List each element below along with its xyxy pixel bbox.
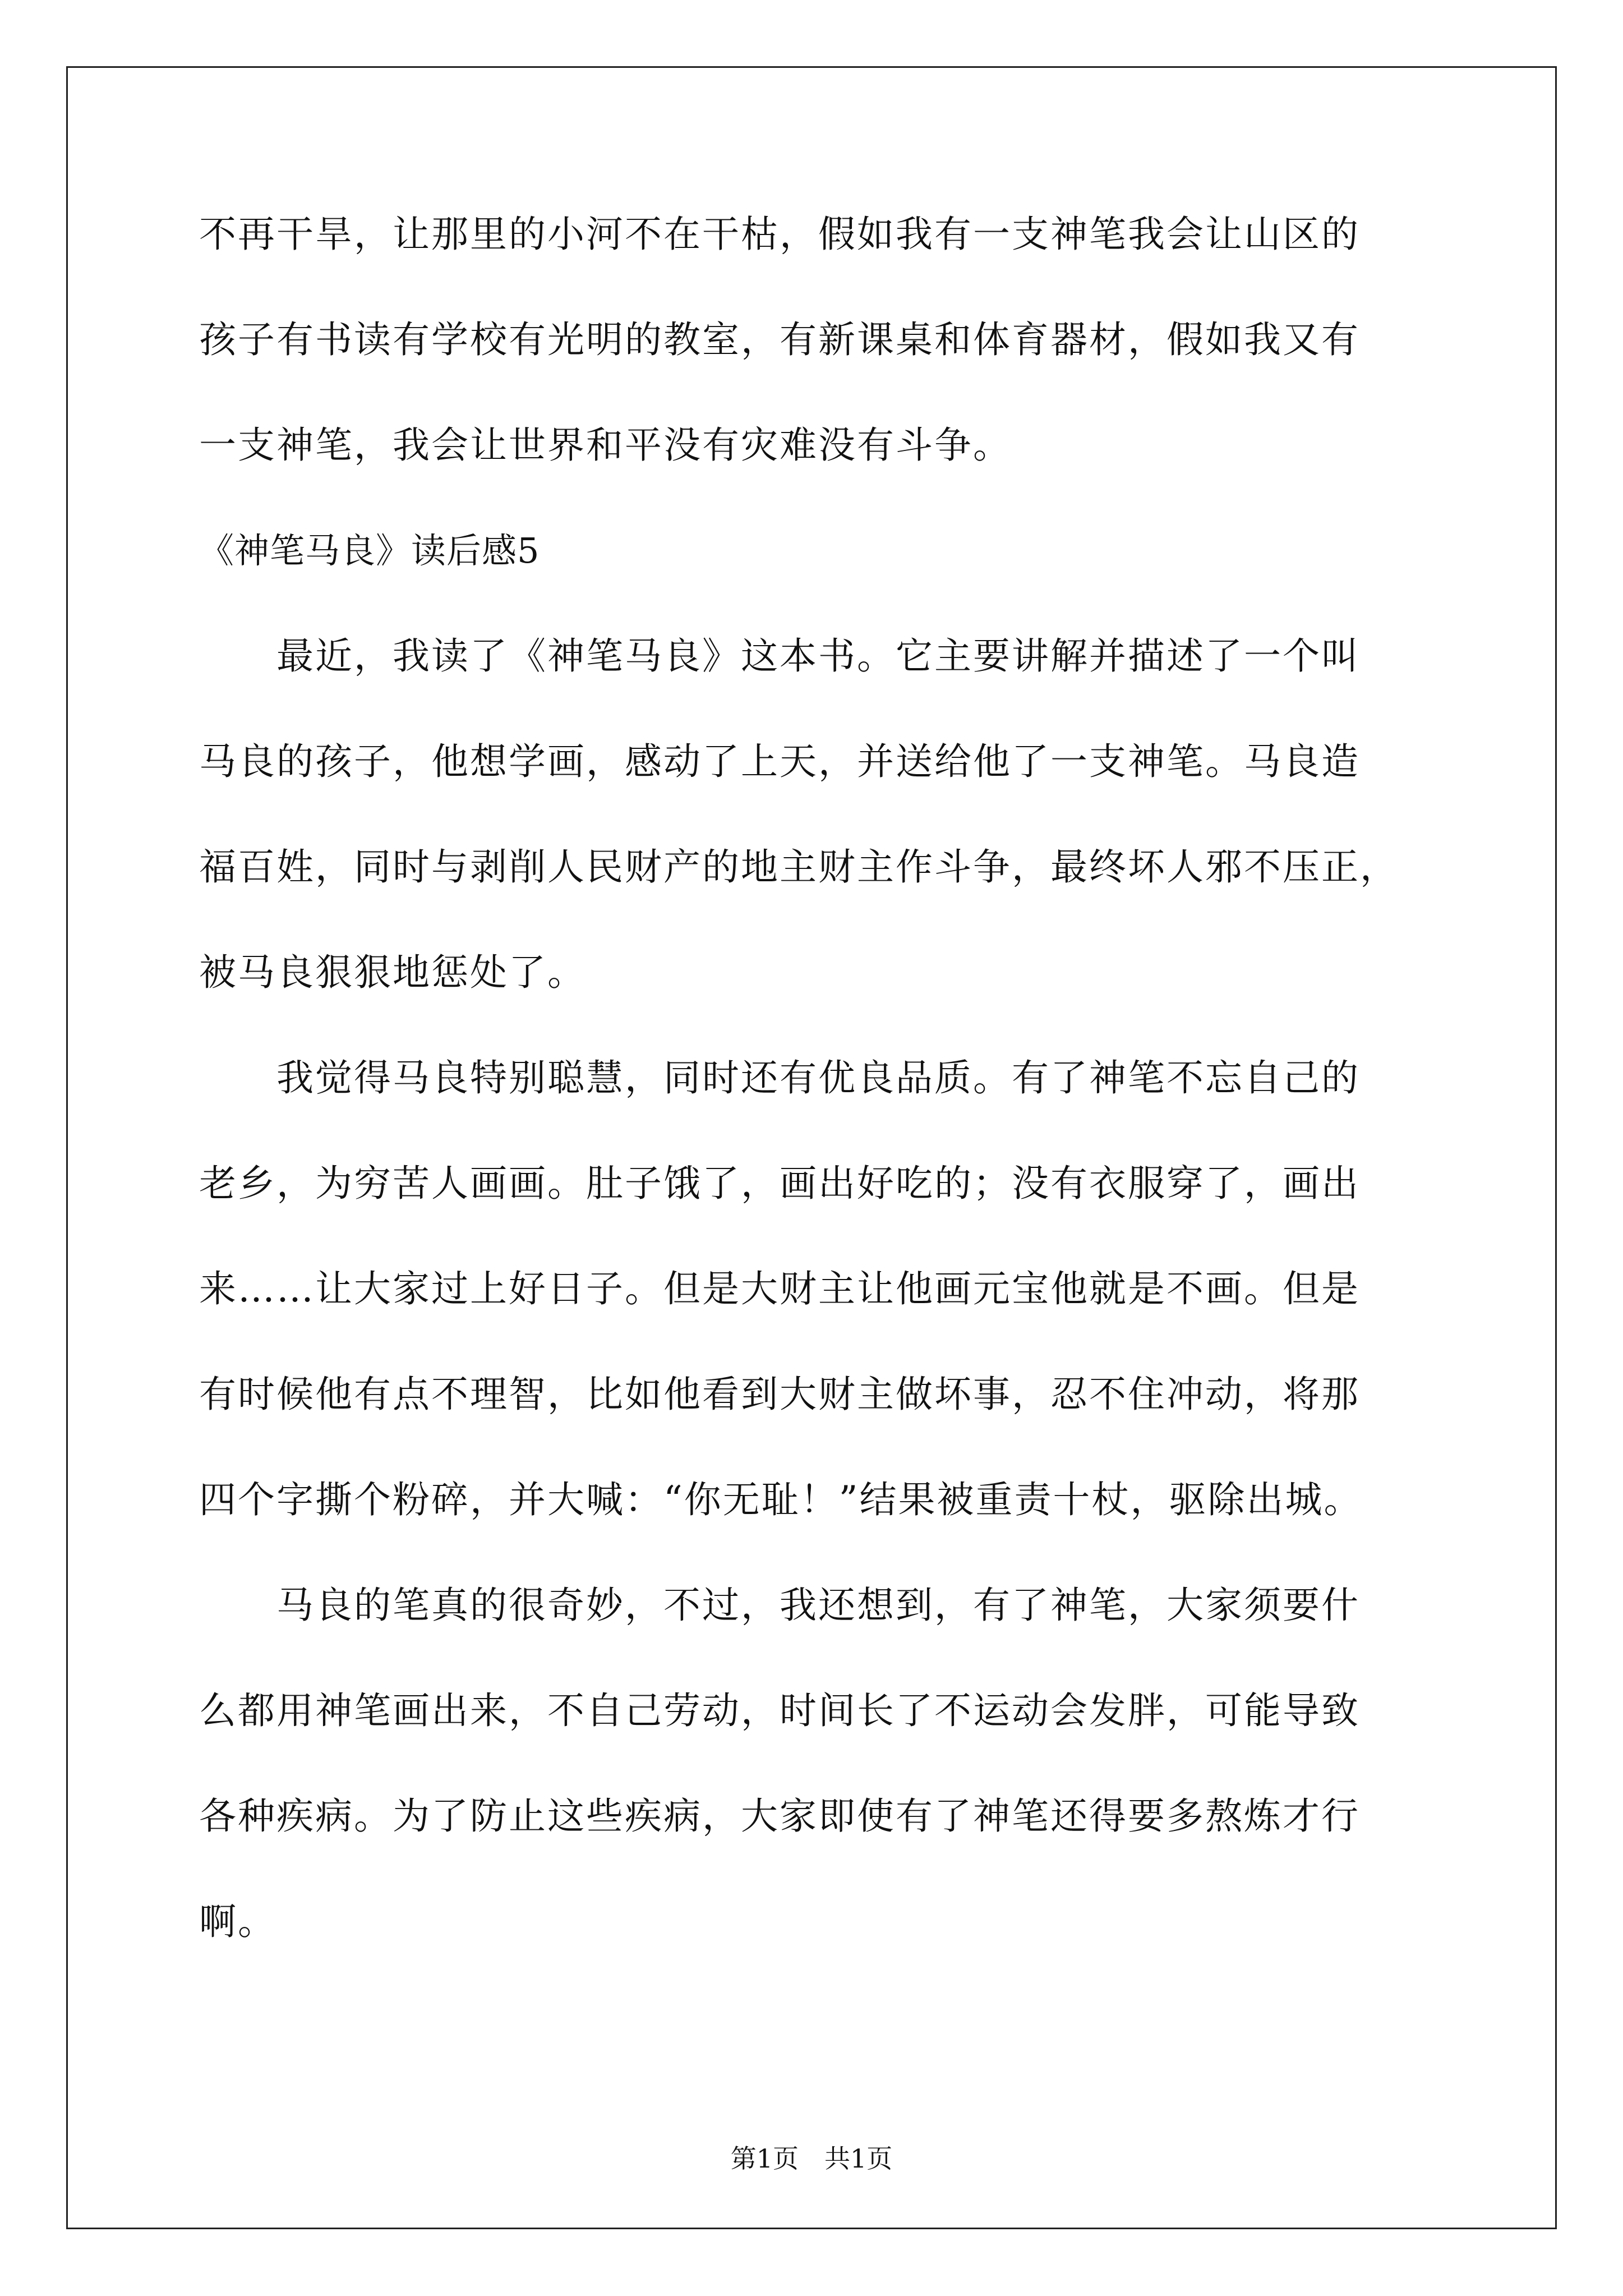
text-line: 马良的孩子，他想学画，感动了上天，并送给他了一支神笔。马良造 bbox=[199, 740, 1360, 783]
page-footer: 第1页 共1页 bbox=[730, 2143, 893, 2174]
text-line: 福百姓，同时与剥削人民财产的地主财主作斗争，最终坏人邪不压正， bbox=[199, 845, 1399, 889]
text-line: 么都用神笔画出来，不自己劳动，时间长了不运动会发胖，可能导致 bbox=[199, 1689, 1360, 1732]
text-line: 我觉得马良特别聪慧，同时还有优良品质。有了神笔不忘自己的 bbox=[199, 1056, 1360, 1099]
text-line: 最近，我读了《神笔马良》这本书。它主要讲解并描述了一个叫 bbox=[199, 634, 1360, 678]
text-line: 一支神笔，我会让世界和平没有灾难没有斗争。 bbox=[199, 424, 1012, 467]
section-heading: 《神笔马良》读后感5 bbox=[199, 530, 540, 571]
text-line: 被马良狠狠地惩处了。 bbox=[199, 951, 586, 994]
text-line: 老乡，为穷苦人画画。肚子饿了，画出好吃的；没有衣服穿了，画出 bbox=[199, 1162, 1360, 1205]
document-body bbox=[199, 208, 1450, 1949]
text-line: 各种疾病。为了防止这些疾病，大家即使有了神笔还得要多熬炼才行 bbox=[199, 1795, 1360, 1838]
text-line: 四个字撕个粉碎，并大喊：“你无耻！”结果被重责十杖，驱除出城。 bbox=[199, 1478, 1363, 1521]
text-line: 有时候他有点不理智，比如他看到大财主做坏事，忍不住冲动，将那 bbox=[199, 1373, 1360, 1416]
text-line: 啊。 bbox=[199, 1900, 276, 1943]
text-line: 不再干旱，让那里的小河不在干枯，假如我有一支神笔我会让山区的 bbox=[199, 213, 1360, 256]
text-line: 孩子有书读有学校有光明的教室，有新课桌和体育器材，假如我又有 bbox=[199, 318, 1360, 361]
text-line: 马良的笔真的很奇妙，不过，我还想到，有了神笔，大家须要什 bbox=[199, 1584, 1360, 1627]
text-line: 来……让大家过上好日子。但是大财主让他画元宝他就是不画。但是 bbox=[199, 1267, 1360, 1310]
